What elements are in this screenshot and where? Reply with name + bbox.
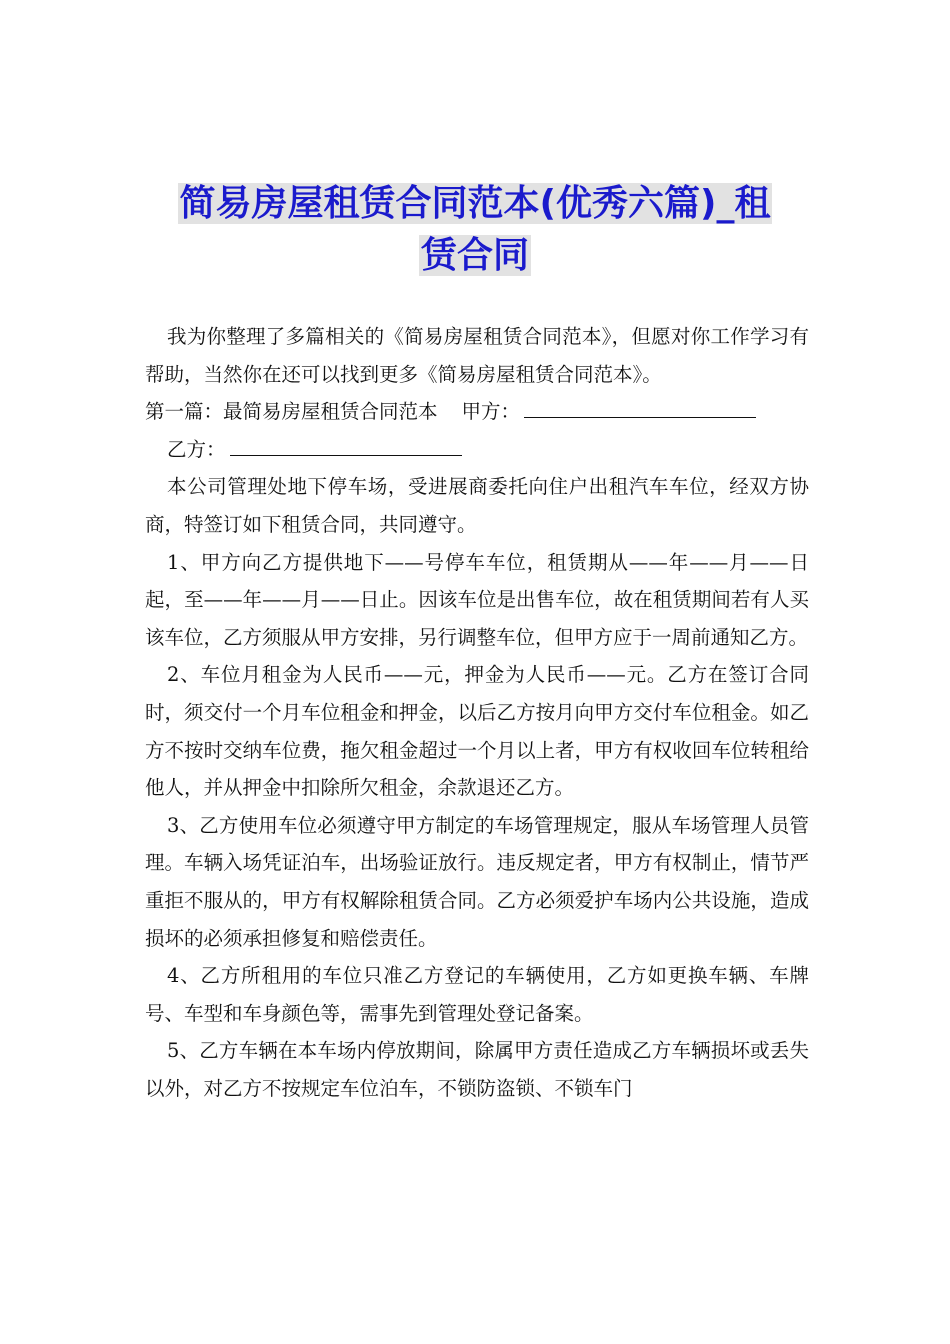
clause-5: 5、乙方车辆在本车场内停放期间，除属甲方责任造成乙方车辆损坏或丢失以外，对乙方不按规定车位泊车，不锁防盗锁、不锁车门 [145, 1039, 809, 1100]
intro-paragraph: 我为你整理了多篇相关的《简易房屋租赁合同范本》，但愿对你工作学习有帮助，当然你在还可以找到更多《简易房屋租赁合同范本》。 [145, 325, 809, 386]
section-heading: 第一篇：最简易房屋租赁合同范本 [145, 400, 438, 424]
document-body [145, 318, 809, 1107]
party-b-row [145, 431, 809, 469]
clause-3: 3、乙方使用车位必须遵守甲方制定的车场管理规定，服从车场管理人员管理。车辆入场凭证泊车，出场验证放行。违反规定者，甲方有权制止，情节严重拒不服从的，甲方有权解除租赁合同。乙方必须爱护车场内公共设施，造成损坏的必须承担修复和赔偿责任。 [145, 813, 809, 950]
section-heading-row [145, 393, 809, 431]
party-b-label: 乙方： [167, 437, 226, 461]
document-title [150, 178, 800, 282]
party-a-blank [524, 416, 756, 418]
party-a-label: 甲方： [461, 400, 521, 424]
clause-2: 2、车位月租金为人民币——元，押金为人民币——元。乙方在签订合同时，须交付一个月车位租金和押金，以后乙方按月向甲方交付车位租金。如乙方不按时交纳车位费，拖欠租金超过一个月以上者，甲方有权收回车位转租给他人，并从押金中扣除所欠租金，余款退还乙方。 [145, 663, 809, 800]
title-line-1: 简易房屋租赁合同范本(优秀六篇)_租 [179, 183, 771, 224]
clause-1: 1、甲方向乙方提供地下——号停车车位，租赁期从——年——月——日起，至——年——月——日止。因该车位是出售车位，故在租赁期间若有人买该车位，乙方须服从甲方安排，另行调整车位，但甲方应于一周前通知乙方。 [145, 550, 809, 649]
title-line-2: 赁合同 [420, 235, 529, 276]
party-b-blank [230, 454, 462, 456]
preamble-paragraph: 本公司管理处地下停车场，受进展商委托向住户出租汽车车位，经双方协商，特签订如下租赁合同，共同遵守。 [145, 475, 809, 536]
clause-4: 4、乙方所租用的车位只准乙方登记的车辆使用，乙方如更换车辆、车牌号、车型和车身颜色等，需事先到管理处登记备案。 [145, 964, 809, 1025]
